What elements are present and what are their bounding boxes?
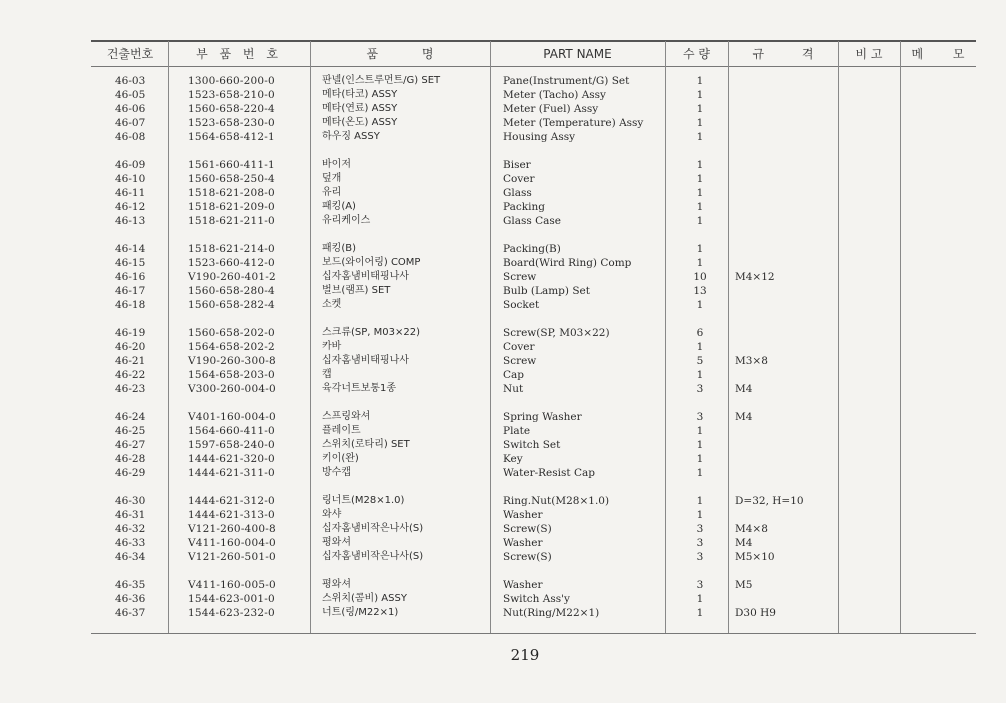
part-name-english: Nut (503, 383, 524, 395)
part-index: 46-28 (115, 453, 146, 465)
part-name-english: Plate (503, 425, 531, 437)
part-index: 46-32 (115, 523, 146, 535)
part-spec (735, 466, 835, 480)
header-name-kr: 품 명 (366, 47, 434, 61)
part-name-english: Pane(Instrument/G) Set (503, 75, 630, 87)
part-spec (735, 172, 835, 186)
part-index: 46-25 (115, 425, 146, 437)
part-index: 46-11 (115, 187, 146, 199)
part-quantity: 3 (696, 537, 704, 549)
part-quantity: 1 (696, 257, 704, 269)
part-quantity: 1 (696, 341, 704, 353)
part-index: 46-29 (115, 467, 146, 479)
part-index: 46-30 (115, 495, 146, 507)
part-quantity: 10 (693, 271, 707, 283)
part-spec (735, 88, 835, 102)
part-spec (735, 186, 835, 200)
part-spec: D=32, H=10 (735, 495, 804, 507)
part-name-english: Socket (503, 299, 540, 311)
part-name-korean: 스위치(콤비) ASSY (322, 593, 407, 604)
part-name-english: Biser (503, 159, 531, 171)
part-name-korean: 십자홈냄비태핑나사 (322, 271, 409, 282)
part-spec: M5×10 (735, 551, 775, 563)
part-name-korean: 스크류(SP, M03×22) (322, 327, 420, 338)
part-name-english: Screw (503, 355, 537, 367)
part-number: V121-260-400-8 (188, 523, 276, 535)
part-number: 1564-658-412-1 (188, 131, 275, 143)
part-quantity: 1 (696, 509, 704, 521)
part-number: 1560-658-282-4 (188, 299, 275, 311)
part-name-korean: 십자홈냄비작은나사(S) (322, 523, 424, 534)
part-name-korean: 링너트(M28×1.0) (322, 495, 405, 506)
part-quantity: 1 (696, 593, 704, 605)
part-name-korean: 판넬(인스트루먼트/G) SET (322, 75, 441, 86)
part-name-korean: 평와셔 (322, 579, 351, 590)
part-name-english: Cover (503, 173, 535, 185)
part-spec (735, 214, 835, 228)
part-name-english: Spring Washer (503, 411, 582, 423)
part-number: 1518-621-211-0 (188, 215, 275, 227)
part-quantity: 3 (696, 523, 704, 535)
part-name-english: Washer (503, 509, 543, 521)
part-spec: M4×12 (735, 271, 775, 283)
part-spec: M4 (735, 537, 753, 549)
part-index: 46-07 (115, 117, 146, 129)
part-spec: M4 (735, 383, 753, 395)
part-name-korean: 스위치(로타리) SET (322, 439, 410, 450)
part-index: 46-34 (115, 551, 146, 563)
part-number: 1560-658-202-0 (188, 327, 275, 339)
part-name-korean: 바이저 (322, 159, 351, 170)
part-name-korean: 패킹(B) (322, 243, 356, 254)
part-name-english: Washer (503, 579, 543, 591)
part-spec: D30 H9 (735, 607, 776, 619)
part-number: 1518-621-209-0 (188, 201, 275, 213)
part-index: 46-09 (115, 159, 146, 171)
part-name-korean: 십자홈냄비작은나사(S) (322, 551, 424, 562)
part-number: 1444-621-313-0 (188, 509, 275, 521)
part-quantity: 1 (696, 201, 704, 213)
part-quantity: 5 (696, 355, 704, 367)
part-quantity: 1 (696, 439, 704, 451)
part-spec (735, 284, 835, 298)
part-name-english: Packing (503, 201, 545, 213)
part-quantity: 1 (696, 243, 704, 255)
part-quantity: 3 (696, 551, 704, 563)
part-number: V411-160-005-0 (188, 579, 276, 591)
part-spec (735, 340, 835, 354)
part-name-english: Nut(Ring/M22×1) (503, 607, 600, 619)
part-name-english: Washer (503, 537, 543, 549)
part-number: 1518-621-208-0 (188, 187, 275, 199)
part-number: 1564-658-202-2 (188, 341, 275, 353)
part-number: 1564-658-203-0 (188, 369, 275, 381)
part-name-korean: 육각너트보통1종 (322, 383, 396, 394)
part-name-korean: 메타(온도) ASSY (322, 117, 398, 128)
part-name-english: Board(Wird Ring) Comp (503, 257, 632, 269)
part-quantity: 1 (696, 495, 704, 507)
part-index: 46-31 (115, 509, 146, 521)
part-number: 1523-658-210-0 (188, 89, 275, 101)
part-index: 46-24 (115, 411, 146, 423)
part-name-english: Glass Case (503, 215, 562, 227)
part-spec (735, 424, 835, 438)
part-quantity: 1 (696, 453, 704, 465)
part-index: 46-27 (115, 439, 146, 451)
part-name-korean: 너트(링/M22×1) (322, 607, 399, 618)
part-spec (735, 438, 835, 452)
part-number: 1561-660-411-1 (188, 159, 275, 171)
part-quantity: 1 (696, 467, 704, 479)
part-index: 46-14 (115, 243, 146, 255)
part-number: V300-260-004-0 (188, 383, 276, 395)
part-quantity: 6 (696, 327, 704, 339)
part-number: 1523-660-412-0 (188, 257, 275, 269)
part-number: 1444-621-311-0 (188, 467, 275, 479)
part-number: 1560-658-280-4 (188, 285, 275, 297)
part-quantity: 1 (696, 173, 704, 185)
part-index: 46-17 (115, 285, 146, 297)
part-quantity: 13 (693, 285, 707, 297)
part-number: 1523-658-230-0 (188, 117, 275, 129)
part-name-korean: 평와셔 (322, 537, 351, 548)
part-name-korean: 키이(완) (322, 453, 359, 464)
part-name-english: Ring.Nut(M28×1.0) (503, 495, 610, 507)
part-quantity: 1 (696, 299, 704, 311)
part-name-korean: 플레이트 (322, 425, 361, 436)
part-spec (735, 116, 835, 130)
part-spec: M4×8 (735, 523, 768, 535)
part-name-korean: 방수캡 (322, 467, 351, 478)
part-quantity: 3 (696, 383, 704, 395)
part-number: 1300-660-200-0 (188, 75, 275, 87)
part-spec (735, 74, 835, 88)
part-spec (735, 158, 835, 172)
part-name-english: Bulb (Lamp) Set (503, 285, 590, 297)
part-quantity: 1 (696, 215, 704, 227)
part-spec (735, 130, 835, 144)
page-number: 219 (510, 646, 540, 664)
part-index: 46-18 (115, 299, 146, 311)
part-spec: M5 (735, 579, 753, 591)
part-name-english: Cover (503, 341, 535, 353)
part-number: V121-260-501-0 (188, 551, 276, 563)
part-name-english: Key (503, 453, 523, 465)
part-number: 1444-621-312-0 (188, 495, 275, 507)
part-name-english: Meter (Tacho) Assy (503, 89, 606, 101)
part-index: 46-03 (115, 75, 146, 87)
part-quantity: 1 (696, 117, 704, 129)
part-name-korean: 스프링와셔 (322, 411, 371, 422)
part-name-english: Housing Assy (503, 131, 576, 143)
part-spec (735, 256, 835, 270)
part-index: 46-05 (115, 89, 146, 101)
header-part-no: 부 품 번 호 (196, 47, 282, 61)
part-index: 46-21 (115, 355, 146, 367)
part-name-korean: 십자홈냄비태핑나사 (322, 355, 409, 366)
part-name-korean: 하우징 ASSY (322, 131, 380, 142)
part-number: 1597-658-240-0 (188, 439, 275, 451)
part-name-korean: 와샤 (322, 509, 342, 520)
part-index: 46-10 (115, 173, 146, 185)
header-qty: 수 량 (683, 47, 710, 61)
part-name-english: Switch Set (503, 439, 561, 451)
part-number: 1444-621-320-0 (188, 453, 275, 465)
part-number: V190-260-300-8 (188, 355, 276, 367)
part-index: 46-08 (115, 131, 146, 143)
part-quantity: 1 (696, 187, 704, 199)
part-number: 1544-623-232-0 (188, 607, 275, 619)
part-spec (735, 102, 835, 116)
part-quantity: 1 (696, 131, 704, 143)
part-index: 46-19 (115, 327, 146, 339)
part-quantity: 1 (696, 103, 704, 115)
part-quantity: 3 (696, 411, 704, 423)
part-index: 46-16 (115, 271, 146, 283)
part-name-korean: 메타(연료) ASSY (322, 103, 398, 114)
part-number: 1518-621-214-0 (188, 243, 275, 255)
part-spec: M3×8 (735, 355, 768, 367)
part-spec (735, 508, 835, 522)
part-spec (735, 592, 835, 606)
part-name-korean: 보드(와이어링) COMP (322, 257, 421, 268)
part-quantity: 1 (696, 425, 704, 437)
header-no: 건출번호 (106, 47, 154, 61)
part-number: 1560-658-220-4 (188, 103, 275, 115)
part-index: 46-37 (115, 607, 146, 619)
part-name-english: Meter (Temperature) Assy (503, 117, 644, 129)
part-name-english: Screw (503, 271, 537, 283)
part-index: 46-22 (115, 369, 146, 381)
part-name-korean: 카바 (322, 341, 342, 352)
part-name-korean: 캡 (322, 369, 332, 380)
part-name-english: Packing(B) (503, 243, 561, 255)
part-index: 46-36 (115, 593, 146, 605)
part-spec: M4 (735, 411, 753, 423)
part-name-korean: 패킹(A) (322, 201, 356, 212)
part-spec (735, 200, 835, 214)
part-name-english: Water-Resist Cap (503, 467, 595, 479)
part-name-english: Switch Ass'y (503, 593, 570, 605)
part-quantity: 1 (696, 75, 704, 87)
part-quantity: 1 (696, 89, 704, 101)
part-index: 46-20 (115, 341, 146, 353)
part-index: 46-06 (115, 103, 146, 115)
part-spec (735, 326, 835, 340)
part-name-korean: 유리케이스 (322, 215, 371, 226)
part-name-english: Screw(S) (503, 523, 552, 535)
part-spec (735, 368, 835, 382)
part-name-korean: 소켓 (322, 299, 342, 310)
part-number: 1544-623-001-0 (188, 593, 275, 605)
part-index: 46-15 (115, 257, 146, 269)
part-quantity: 1 (696, 369, 704, 381)
part-number: V411-160-004-0 (188, 537, 276, 549)
part-number: 1564-660-411-0 (188, 425, 275, 437)
part-spec (735, 298, 835, 312)
part-name-korean: 메타(타코) ASSY (322, 89, 398, 100)
part-quantity: 1 (696, 159, 704, 171)
part-index: 46-33 (115, 537, 146, 549)
part-spec (735, 242, 835, 256)
part-index: 46-35 (115, 579, 146, 591)
part-number: 1560-658-250-4 (188, 173, 275, 185)
header-spec: 규 격 (752, 47, 814, 61)
part-name-english: Cap (503, 369, 525, 381)
part-spec (735, 452, 835, 466)
part-name-english: Glass (503, 187, 532, 199)
part-quantity: 3 (696, 579, 704, 591)
part-index: 46-12 (115, 201, 146, 213)
part-name-english: Screw(SP, M03×22) (503, 327, 610, 339)
part-name-english: Meter (Fuel) Assy (503, 103, 599, 115)
part-index: 46-13 (115, 215, 146, 227)
part-number: V401-160-004-0 (188, 411, 276, 423)
header-memo: 메 모 (911, 47, 965, 61)
part-name-korean: 유리 (322, 187, 342, 198)
part-name-english: Screw(S) (503, 551, 552, 563)
header-part-name: PART NAME (543, 47, 612, 61)
part-name-korean: 덮개 (322, 173, 342, 184)
part-number: V190-260-401-2 (188, 271, 276, 283)
part-name-korean: 벌브(램프) SET (322, 285, 391, 296)
part-index: 46-23 (115, 383, 146, 395)
header-remark: 비 고 (855, 47, 883, 61)
part-quantity: 1 (696, 607, 704, 619)
